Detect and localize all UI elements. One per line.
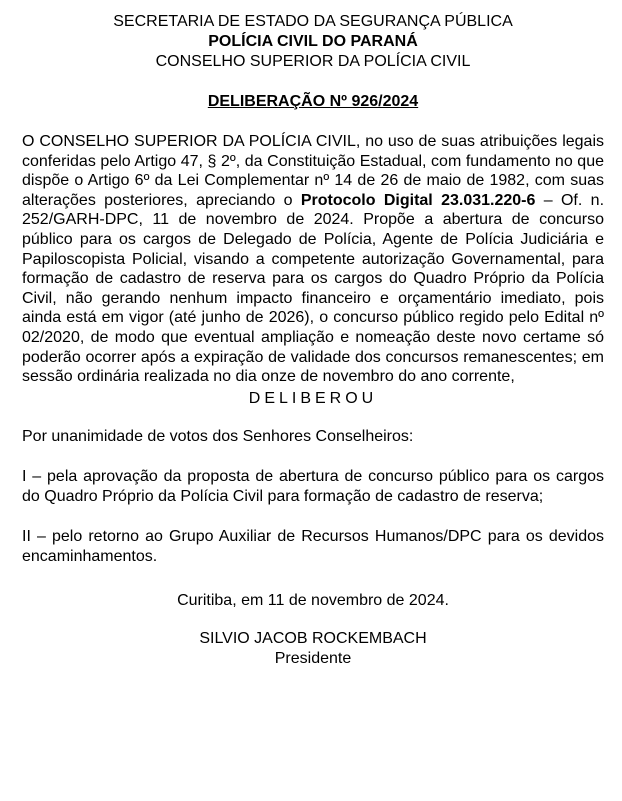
header-conselho: CONSELHO SUPERIOR DA POLÍCIA CIVIL	[155, 53, 471, 70]
resolution-item-2: II – pelo retorno ao Grupo Auxiliar de Recursos Humanos/DPC para os devidos encaminhamentos.	[22, 527, 604, 565]
deliberation-body	[22, 132, 604, 387]
body-text-part2: – Of. n. 252/GARH-DPC, 11 de novembro de 2024. Propõe a abertura de concurso público para os cargos de Delegado de Polícia, Agente de Polícia Judiciária e Papiloscopista Policial, visando a competente autorização Governamental, para formação de cadastro de reserva para os cargos do Quadro Próprio da Polícia Civil, não gerando nenhum impacto financeiro e orçamentário imediato, pois ainda está em vigor (até junho de 2026), o concurso público regido pelo Edital nº 02/2020, de modo que eventual ampliação e nomeação deste novo certame só poderão ocorrer após a expiração de validade dos concursos remanescentes; em sessão ordinária realizada no dia onze de novembro do ano corrente,	[22, 191, 605, 386]
unanimity-statement: Por unanimidade de votos dos Senhores Conselheiros:	[22, 427, 414, 445]
document-title: DELIBERAÇÃO Nº 926/2024	[207, 93, 419, 110]
body-text-part1: O CONSELHO SUPERIOR DA POLÍCIA CIVIL, no uso de suas atribuições legais conferidas pelo Artigo 47, § 2º, da Constituição Estadual, com fundamento no que dispõe o Artigo 6º da Lei Complementar nº 14 de 26 de maio de 1982, com suas alterações posteriores, apreciando o	[22, 133, 604, 209]
signatory-name: SILVIO JACOB ROCKEMBACH	[199, 629, 427, 647]
header-policia-civil: POLÍCIA CIVIL DO PARANÁ	[208, 33, 418, 50]
document-header	[22, 12, 604, 72]
header-secretaria: SECRETARIA DE ESTADO DA SEGURANÇA PÚBLICA	[113, 13, 513, 30]
protocol-number: Protocolo Digital 23.031.220-6	[300, 191, 536, 209]
signatory-role: Presidente	[274, 649, 352, 667]
resolution-item-1: I – pela aprovação da proposta de abertura de concurso público para os cargos do Quadro Próprio da Polícia Civil para formação de cadastro de reserva;	[22, 467, 604, 505]
place-and-date: Curitiba, em 11 de novembro de 2024.	[177, 591, 449, 609]
deliberou-heading: DELIBEROU	[248, 389, 378, 407]
